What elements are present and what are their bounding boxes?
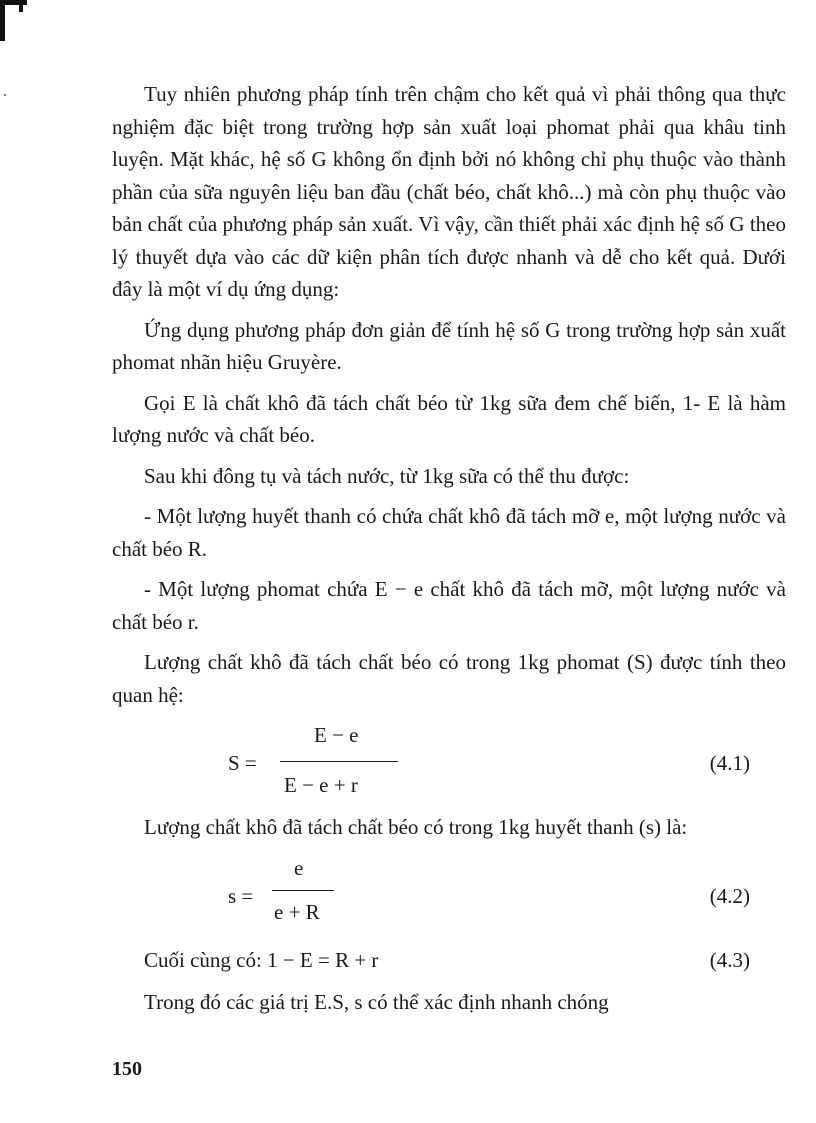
page-body [112, 78, 786, 1027]
formula-denominator: e + R [274, 899, 320, 924]
formula-lhs: S = [228, 751, 257, 775]
formula-text: Cuối cùng có: 1 − E = R + r [144, 947, 379, 972]
paragraph-1: Tuy nhiên phương pháp tính trên chậm cho kết quả vì phải thông qua thực nghiệm đặc biệt trong trường hợp sản xuất loại phomat phải qua khâu tinh luyện. Mặt khác, hệ số G không ổn định bởi nó không chỉ phụ thuộc vào thành phần của sữa nguyên liệu ban đầu (chất béo, chất khô...) mà còn phụ thuộc vào bản chất của phương pháp sản xuất. Vì vậy, cần thiết phải xác định hệ số G theo lý thuyết dựa vào các dữ kiện phân tích được nhanh và dễ cho kết quả. Dưới đây là một ví dụ ứng dụng: [112, 82, 786, 301]
paragraph-3: Gọi E là chất khô đã tách chất béo từ 1kg sữa đem chế biến, 1- E là hàm lượng nước và chất béo. [112, 390, 786, 447]
formula-denominator: E − e + r [284, 773, 358, 797]
fraction-bar [280, 761, 398, 762]
fraction-bar [272, 890, 334, 891]
formula-numerator: e [294, 855, 304, 880]
equation-number: (4.2) [709, 883, 750, 908]
formula-4-3 [144, 944, 786, 977]
formula-numerator: E − e [314, 723, 359, 747]
paragraph-7: Lượng chất khô đã tách chất béo có trong 1kg phomat (S) được tính theo quan hệ: [112, 650, 786, 707]
paragraph-4: Sau khi đông tụ và tách nước, từ 1kg sữa có thể thu được: [144, 463, 630, 488]
equation-number: (4.3) [709, 947, 750, 972]
scan-speck [4, 94, 6, 96]
equation-number: (4.1) [709, 751, 750, 775]
paragraph-9: Trong đó các giá trị E.S, s có thể xác định nhanh chóng [144, 990, 609, 1014]
formula-lhs: s = [228, 883, 254, 908]
scan-corner-mark [0, 0, 27, 41]
page-number: 150 [112, 1058, 142, 1080]
formula-4-2 [112, 852, 786, 938]
paragraph-2: Ứng dụng phương pháp đơn giản để tính hệ số G trong trường hợp sản xuất phomat nhãn hiệu Gruyère. [112, 317, 786, 374]
paragraph-8: Lượng chất khô đã tách chất béo có trong 1kg huyết thanh (s) là: [144, 815, 688, 839]
paragraph-5: - Một lượng huyết thanh có chứa chất khô đã tách mỡ e, một lượng nước và chất béo R. [112, 504, 786, 561]
paragraph-6: - Một lượng phomat chứa E − e chất khô đã tách mỡ, một lượng nước và chất béo r. [112, 577, 786, 634]
formula-4-1 [112, 719, 786, 811]
